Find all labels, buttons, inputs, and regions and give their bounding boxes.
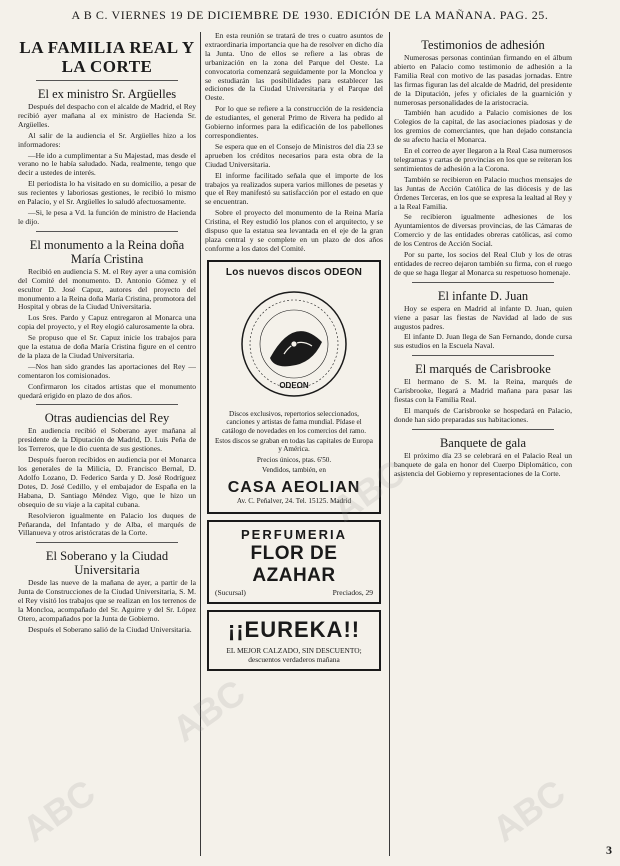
ad-title: Los nuevos discos ODEON (225, 266, 363, 278)
ad-address-line (215, 588, 373, 597)
paragraph: El periodista lo ha visitado en su domicilio, a pesar de sus recientes y laboriosas gestiones, le recibió lo mismo en Palacio, y el Sr. Argüelles lo saludó afectuosamente. (18, 179, 196, 207)
page-header: A B C. VIERNES 19 DE DICIEMBRE DE 1930. EDICIÓN DE LA MAÑANA. PAG. 25. (71, 8, 549, 22)
column-2 (205, 32, 383, 860)
column-1 (18, 32, 196, 860)
abc-watermark: ABC (165, 671, 253, 750)
paragraph: En esta reunión se tratará de tres o cuatro asuntos de extraordinaria importancia que ha de resolver en dicho día la Junta. Uno de ellos se refiere a las obras de urbanización en la zona del Parque del Oeste. La convocatoria comenzará seguidamente por la Moncloa y se estudiarán las posibilidades para establecer las ediciones de la Ciudad Universitaria y el Parque del Oeste. (205, 32, 383, 103)
divider (412, 282, 554, 283)
ad-brand: FLOR DE AZAHAR (250, 543, 338, 586)
paragraph: Se espera que en el Consejo de Ministros del día 23 se aprueben los créditos necesarios para esta obra de la Ciudad Universitaria. (205, 141, 383, 169)
ad-title: PERFUMERIA (241, 527, 347, 542)
divider (412, 429, 554, 430)
advertisement-perfumeria (207, 520, 381, 604)
paragraph: El informe facilitado señala que el importe de los trabajos ya realizados supera varios millones de pesetas y que el Rey manifestó su satisfacción por el estado en que se encuentran. (205, 170, 383, 207)
abc-watermark: ABC (325, 451, 413, 530)
paragraph: Los Sres. Pardo y Capuz entregaron al Monarca una copia del proyecto, y el Rey elogió calurosamente la obra. (18, 313, 196, 332)
divider (36, 231, 178, 232)
advertisement-odeon (207, 260, 381, 514)
gramophone-record-icon (234, 284, 354, 404)
article-title: El monumento a la Reina doña María Cristina (29, 237, 185, 266)
paragraph: Después fueron recibidos en audiencia por el Monarca los generales de la Milicia, D. Francisco Bernal, D. Adolfo Lozano, D. Federico Sarda y D. José Rodríguez Dotes, D. José Cedillo, y el embajador de España en la Habana, D. Santiago Méndez Vigo, que le hizo un obsequio de su viaje a la capital cubana. (18, 455, 196, 509)
paragraph: Después el Soberano salió de la Ciudad Universitaria. (28, 624, 192, 634)
abc-watermark: ABC (15, 771, 103, 850)
ad-street: Preciados, 29 (332, 588, 373, 597)
paragraph: El infante D. Juan llega de San Fernando, donde cursa sus estudios en la Escuela Naval. (394, 332, 572, 351)
ad-text: Discos exclusivos, repertorios seleccionados, canciones y artistas de fama mundial. Pídase el catálogo de novedades en los comercios del ramo. (221, 409, 367, 435)
divider (412, 355, 554, 356)
record-label: ODEON (279, 380, 309, 390)
article-title: El ex ministro Sr. Argüelles (37, 87, 177, 101)
paragraph: Numerosas personas continúan firmando en el álbum abierto en Palacio como testimonio de adhesión a la Familia Real con motivo de las pasadas jornadas. Entre las firmas figuran las del alcalde de Madrid, del presidente de la Diputación, jefes y oficiales de la guarnición y numerosas personalidades de la aristocracia. (394, 53, 572, 107)
divider (36, 542, 178, 543)
column-3 (394, 32, 572, 860)
ad-branch: (Sucursal) (215, 588, 246, 597)
ad-price: Precios únicos, ptas. 6'50. (256, 455, 332, 464)
paragraph: Por lo que se refiere a la construcción de la residencia de estudiantes, el general Primo de Rivera ha pedido al Gobierno informes para la edificación de los pabellones correspondientes. (205, 104, 383, 140)
paragraph: Desde las nueve de la mañana de ayer, a partir de la Junta de Construcciones de la Ciudad Universitaria, S. M. el Rey visitó los trabajos que se realizan en los terrenos de la Moncloa, acompañado del Sr. Aguirre y del Sr. López Otero, acompañados por la Junta de Gobierno. (18, 578, 196, 623)
article-title: El Soberano y la Ciudad Universitaria (45, 549, 169, 578)
paragraph: Después del despacho con el alcalde de Madrid, el Rey recibió ayer mañana al ex ministro de Hacienda Sr. Argüelles. (18, 102, 196, 129)
paragraph: El próximo día 23 se celebrará en el Palacio Real un banquete de gala en honor del Cuerpo Diplomático, con asistencia del Gobierno y representaciones de la Corte. (394, 450, 572, 478)
ad-shop-name: CASA AEOLIAN (227, 478, 361, 496)
article-title: Banquete de gala (439, 435, 527, 450)
paragraph: Hoy se espera en Madrid al infante D. Juan, quien viene a pasar las fiestas de Navidad al lado de sus augustos padres. (394, 303, 572, 331)
abc-watermark: ABC (485, 771, 573, 850)
article-title: Otras audiencias del Rey (44, 411, 170, 426)
paragraph: Por su parte, los socios del Real Club y los de otras entidades de recreo dejaron también su firma, con el ruego de que se haga llegar al Monarca su respetuoso homenaje. (394, 250, 572, 277)
article-title: Testimonios de adhesión (421, 38, 545, 52)
paragraph: El marqués de Carisbrooke se hospedará en Palacio, donde han sido preparadas sus habitaciones. (394, 406, 572, 424)
paragraph: —Nos han sido grandes las aportaciones del Rey —comentaron los comisionados. (18, 361, 196, 380)
ad-text: EL MEJOR CALZADO, SIN DESCUENTO; descuentos verdaderos mañana (226, 646, 362, 664)
ad-text: Estos discos se graban en todas las capitales de Europa y América. (215, 436, 373, 454)
paragraph: Resolvieron igualmente en Palacio los duques de Peñaranda, del Infantado y de Alba, el marqués de Villanueva y otros aristócratas de la Corte. (18, 510, 196, 538)
column-rule-1 (200, 32, 201, 856)
paragraph: También han acudido a Palacio comisiones de los Colegios de la capital, de las asociaciones piadosas y de los gremios de comerciantes, que han dejado constancia de su afecto hacia el Monarca. (394, 108, 572, 145)
paragraph: Recibió en audiencia S. M. el Rey ayer a una comisión del Comité del monumento. D. Antonio Gómez y el escultor D. José Capuz, autores del proyecto del monumento a la Reina doña María Cristina, promotora del Hospital y obras de la Ciudad Universitaria. (18, 266, 196, 312)
advertisement-eureka (207, 610, 381, 671)
paragraph: En audiencia recibió el Soberano ayer mañana al presidente de la Diputación de Madrid, D. Luis Peña de los Terreros, que le dio cuenta de sus gestiones. (18, 426, 196, 454)
divider (36, 80, 178, 81)
paragraph: —He ido a cumplimentar a Su Majestad, mas desde el verano no le había saludado. Nada, realmente, tengo que decir a ustedes de interés. (18, 150, 196, 178)
paragraph: En el correo de ayer llegaron a la Real Casa numerosos telegramas y cartas de provincias en los que se reiteran los sentimientos de adhesión a la Corona. (394, 146, 572, 173)
paragraph: El hermano de S. M. la Reina, marqués de Carisbrooke, llegará a Madrid mañana para pasar las fiestas con la Familia Real. (394, 377, 572, 405)
paragraph: Se propuso que el Sr. Capuz inicie los trabajos para que la estatua de doña María Cristina figure en el centro de la plaza de la Ciudad Universitaria. (18, 333, 196, 360)
paragraph: Confirmaron los citados artistas que el monumento quedará erigido en plazo de dos años. (18, 381, 196, 400)
article-title: El infante D. Juan (437, 288, 529, 303)
paragraph: Se recibieron igualmente adhesiones de los Ayuntamientos de diversas provincias, de las Cámaras de Comercio y de las entidades obreras católicas, así como de los Centros de Acción Social. (394, 212, 572, 249)
paragraph: También se recibieron en Palacio muchos mensajes de las Juntas de Acción Católica de las diócesis y de las Órdenes Terceras, en los que se expresa la lealtad al Rey y a la Real Familia. (394, 174, 572, 211)
page-number: 3 (606, 843, 612, 857)
paragraph: —Si, le pesa a Vd. la función de ministro de Hacienda le dijo. (18, 207, 196, 226)
ad-text: Vendidos, también, en (262, 466, 326, 475)
section-title-royal-family: LA FAMILIA REAL Y LA CORTE (19, 38, 195, 76)
ad-address: Av. C. Peñalver, 24. Tel. 15125. Madrid (236, 496, 352, 505)
article-title: El marqués de Carisbrooke (415, 362, 551, 377)
divider (36, 404, 178, 405)
ad-brand: ¡¡EUREKA!! (227, 617, 361, 642)
paragraph: Sobre el proyecto del monumento de la Reina María Cristina, el Rey estudió los planos con el arquitecto, y se dispuso que la estatua sea levantada en el eje de la gran plaza central y se complete en un plazo de dos años conforme a los datos del Comité. (205, 208, 383, 253)
column-rule-2 (389, 32, 390, 856)
paragraph: Al salir de la audiencia el Sr. Argüelles hizo a los informadores: (18, 130, 196, 149)
